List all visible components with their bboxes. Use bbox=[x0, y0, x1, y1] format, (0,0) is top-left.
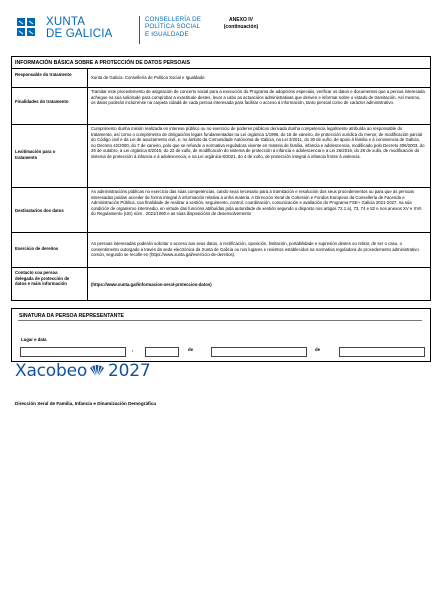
row-label: Contacto coa persoa delegada de protección de datos e máis información bbox=[15, 270, 70, 287]
logo-consellaria-line3: E IGUALDADE bbox=[145, 30, 189, 38]
row-value: Xunta de Galicia. Consellería de Política Social e Igualdade. bbox=[91, 75, 206, 80]
logo-xunta-line2: DE GALICIA bbox=[46, 28, 113, 40]
month-field[interactable] bbox=[211, 347, 307, 357]
comma-separator: , bbox=[132, 347, 134, 352]
place-date-label: Lugar e data bbox=[21, 337, 47, 342]
xunta-emblem-icon bbox=[15, 15, 41, 43]
row-divider bbox=[87, 232, 88, 267]
annex-subtitle: (continuación) bbox=[223, 24, 259, 30]
row-divider bbox=[87, 124, 88, 187]
row-label: Destinatarios dos datos bbox=[15, 208, 64, 213]
day-field[interactable] bbox=[145, 347, 179, 357]
row-divider bbox=[87, 87, 88, 124]
scallop-shell-icon bbox=[88, 362, 106, 380]
xacobeo-logo bbox=[15, 361, 151, 383]
data-protection-table bbox=[11, 56, 431, 301]
annex-heading bbox=[200, 17, 282, 31]
table-row bbox=[12, 87, 430, 125]
logo-xunta-text bbox=[46, 16, 136, 40]
de-separator-2: de bbox=[315, 347, 321, 352]
row-divider bbox=[87, 69, 88, 87]
logo-xunta-line1: XUNTA bbox=[46, 16, 86, 28]
row-label: Lexitimación para o tratamento bbox=[15, 149, 56, 160]
table-row bbox=[12, 187, 430, 233]
signature-section bbox=[11, 308, 431, 362]
table-row bbox=[12, 69, 430, 88]
row-value: As administracións públicas no exercicio das súas competencias, cando sexa necesario para a tramitación e resolución dos seus procedementos ou para que as persoas interesadas poidan acceder de forma integral á información relativa a unha materia. A Dirección Xeral de Cohesión e Fondos Europeos da Consellería de Facenda e Administración Pública, coa finalidade de realizar a xestión, seguimento, control, coordinación, comunicación e avaliación do Programa FSE+ Galicia 2021-2027, na súa condición de organismo intermedio, en virtude das funcións atribuídas pola autoridade de xestión segundo o disposto nos artigos 72.1 a), 73, 74 e 82 e nos anexos XV e XVII do Regulamento (UE) núm . 2021/1060 e as súas disposicións de desenvolvemento bbox=[91, 189, 422, 217]
table-row bbox=[12, 267, 430, 300]
row-divider bbox=[87, 267, 88, 300]
data-protection-title: INFORMACIÓN BÁSICA SOBRE A PROTECCIÓN DE DATOS PERSOAIS bbox=[12, 57, 430, 69]
xunta-logo bbox=[15, 14, 215, 48]
xacobeo-text: Xacobeo bbox=[15, 361, 88, 381]
row-label: Finalidades do tratamento bbox=[15, 99, 69, 104]
logo-consellaria-line1: CONSELLERÍA DE bbox=[145, 16, 202, 23]
row-label: Exercicio de dereitos bbox=[15, 246, 59, 251]
place-field[interactable] bbox=[20, 347, 126, 357]
logo-consellaria-line2: POLÍTICA SOCIAL bbox=[145, 23, 201, 31]
row-label: Responsable do tratamento bbox=[15, 72, 72, 77]
logo-divider bbox=[139, 16, 140, 44]
row-value: Cumprimento dunha misión realizada en interese público ou no exercicio de poderes públicos derivada dunha competencia legalmente atribuída ao responsable do tratamento, así como o cumprimento de obrigacións legais fundamentadas na Lei orgánica 1/1996, do 15 de xaneiro, de protección xurídica do menor, de modificación parcial do Código civil e da Lei de axuizamento civil, e, no ámbito da Comunidade Autónoma de Galicia, na Lei 3/2011, do 30 de xuño, de apoio á familia e á convivencia de Galicia, no Decreto 42/2000, do 7 de xaneiro, polo que se refunde a normativa reguladora vixente en materia de familia, infancia e adolescencia, modificado polo Decreto 406/2003, do 29 de outubro, a Lei orgánica 8/2015, do 22 de xullo, de modificación do sistema de protección á infancia e adolescencia e a Lei 26/2015, do 28 de xullo, de modificación do sistema de protección á infancia e á adolescencia, e na Lei orgánica 8/2021, do 4 de xuño, de protección integral á infancia fronte á violencia. bbox=[91, 126, 425, 159]
row-value: As persoas interesadas poderán solicitar o acceso aos seus datos, a rectificación, oposición, limitación, portabilidade e supresión destes ou retirar, de ser o caso, o consentimento outorgado a través da sede electrónica da Xunta de Galicia ou nos lugares e rexistros establecidos na normativa reguladora do procedemento administrativo común, segundo se recolle en (https://www.xunta.gal/exercicio-de-dereitos). bbox=[91, 241, 419, 258]
department-footer: Dirección Xeral de Familia, Infancia e Dinamización Demográfica bbox=[15, 401, 156, 406]
row-divider bbox=[87, 187, 88, 232]
row-value: Tramitar este procedemento de asignación de concerto social para a execución do Programa de adopcións especiais, verificar os datos e documentos que a persoa interesada achegue na súa solicitude para comprobar a exactitude destes, levar a cabo as actuacións administrativas que deriven e informar sobre o estado de tramitación. Así mesmo, os datos poderán incluírense na carpeta cidadá de cada persoa interesada para facilitar o acceso á información, tanto persoal como de carácter administrativo. bbox=[91, 89, 425, 106]
dpo-info-link[interactable]: (https://www.xunta.gal/informacion-xeral-proteccion-datos) bbox=[91, 282, 212, 287]
annex-title: ANEXO IV bbox=[229, 17, 253, 23]
signature-title: SINATURA DA PERSOA REPRESENTANTE bbox=[19, 313, 125, 319]
de-separator-1: de bbox=[188, 347, 194, 352]
table-row bbox=[12, 232, 430, 268]
xacobeo-year: 2027 bbox=[108, 361, 151, 381]
year-field[interactable] bbox=[339, 347, 425, 357]
table-row bbox=[12, 124, 430, 188]
